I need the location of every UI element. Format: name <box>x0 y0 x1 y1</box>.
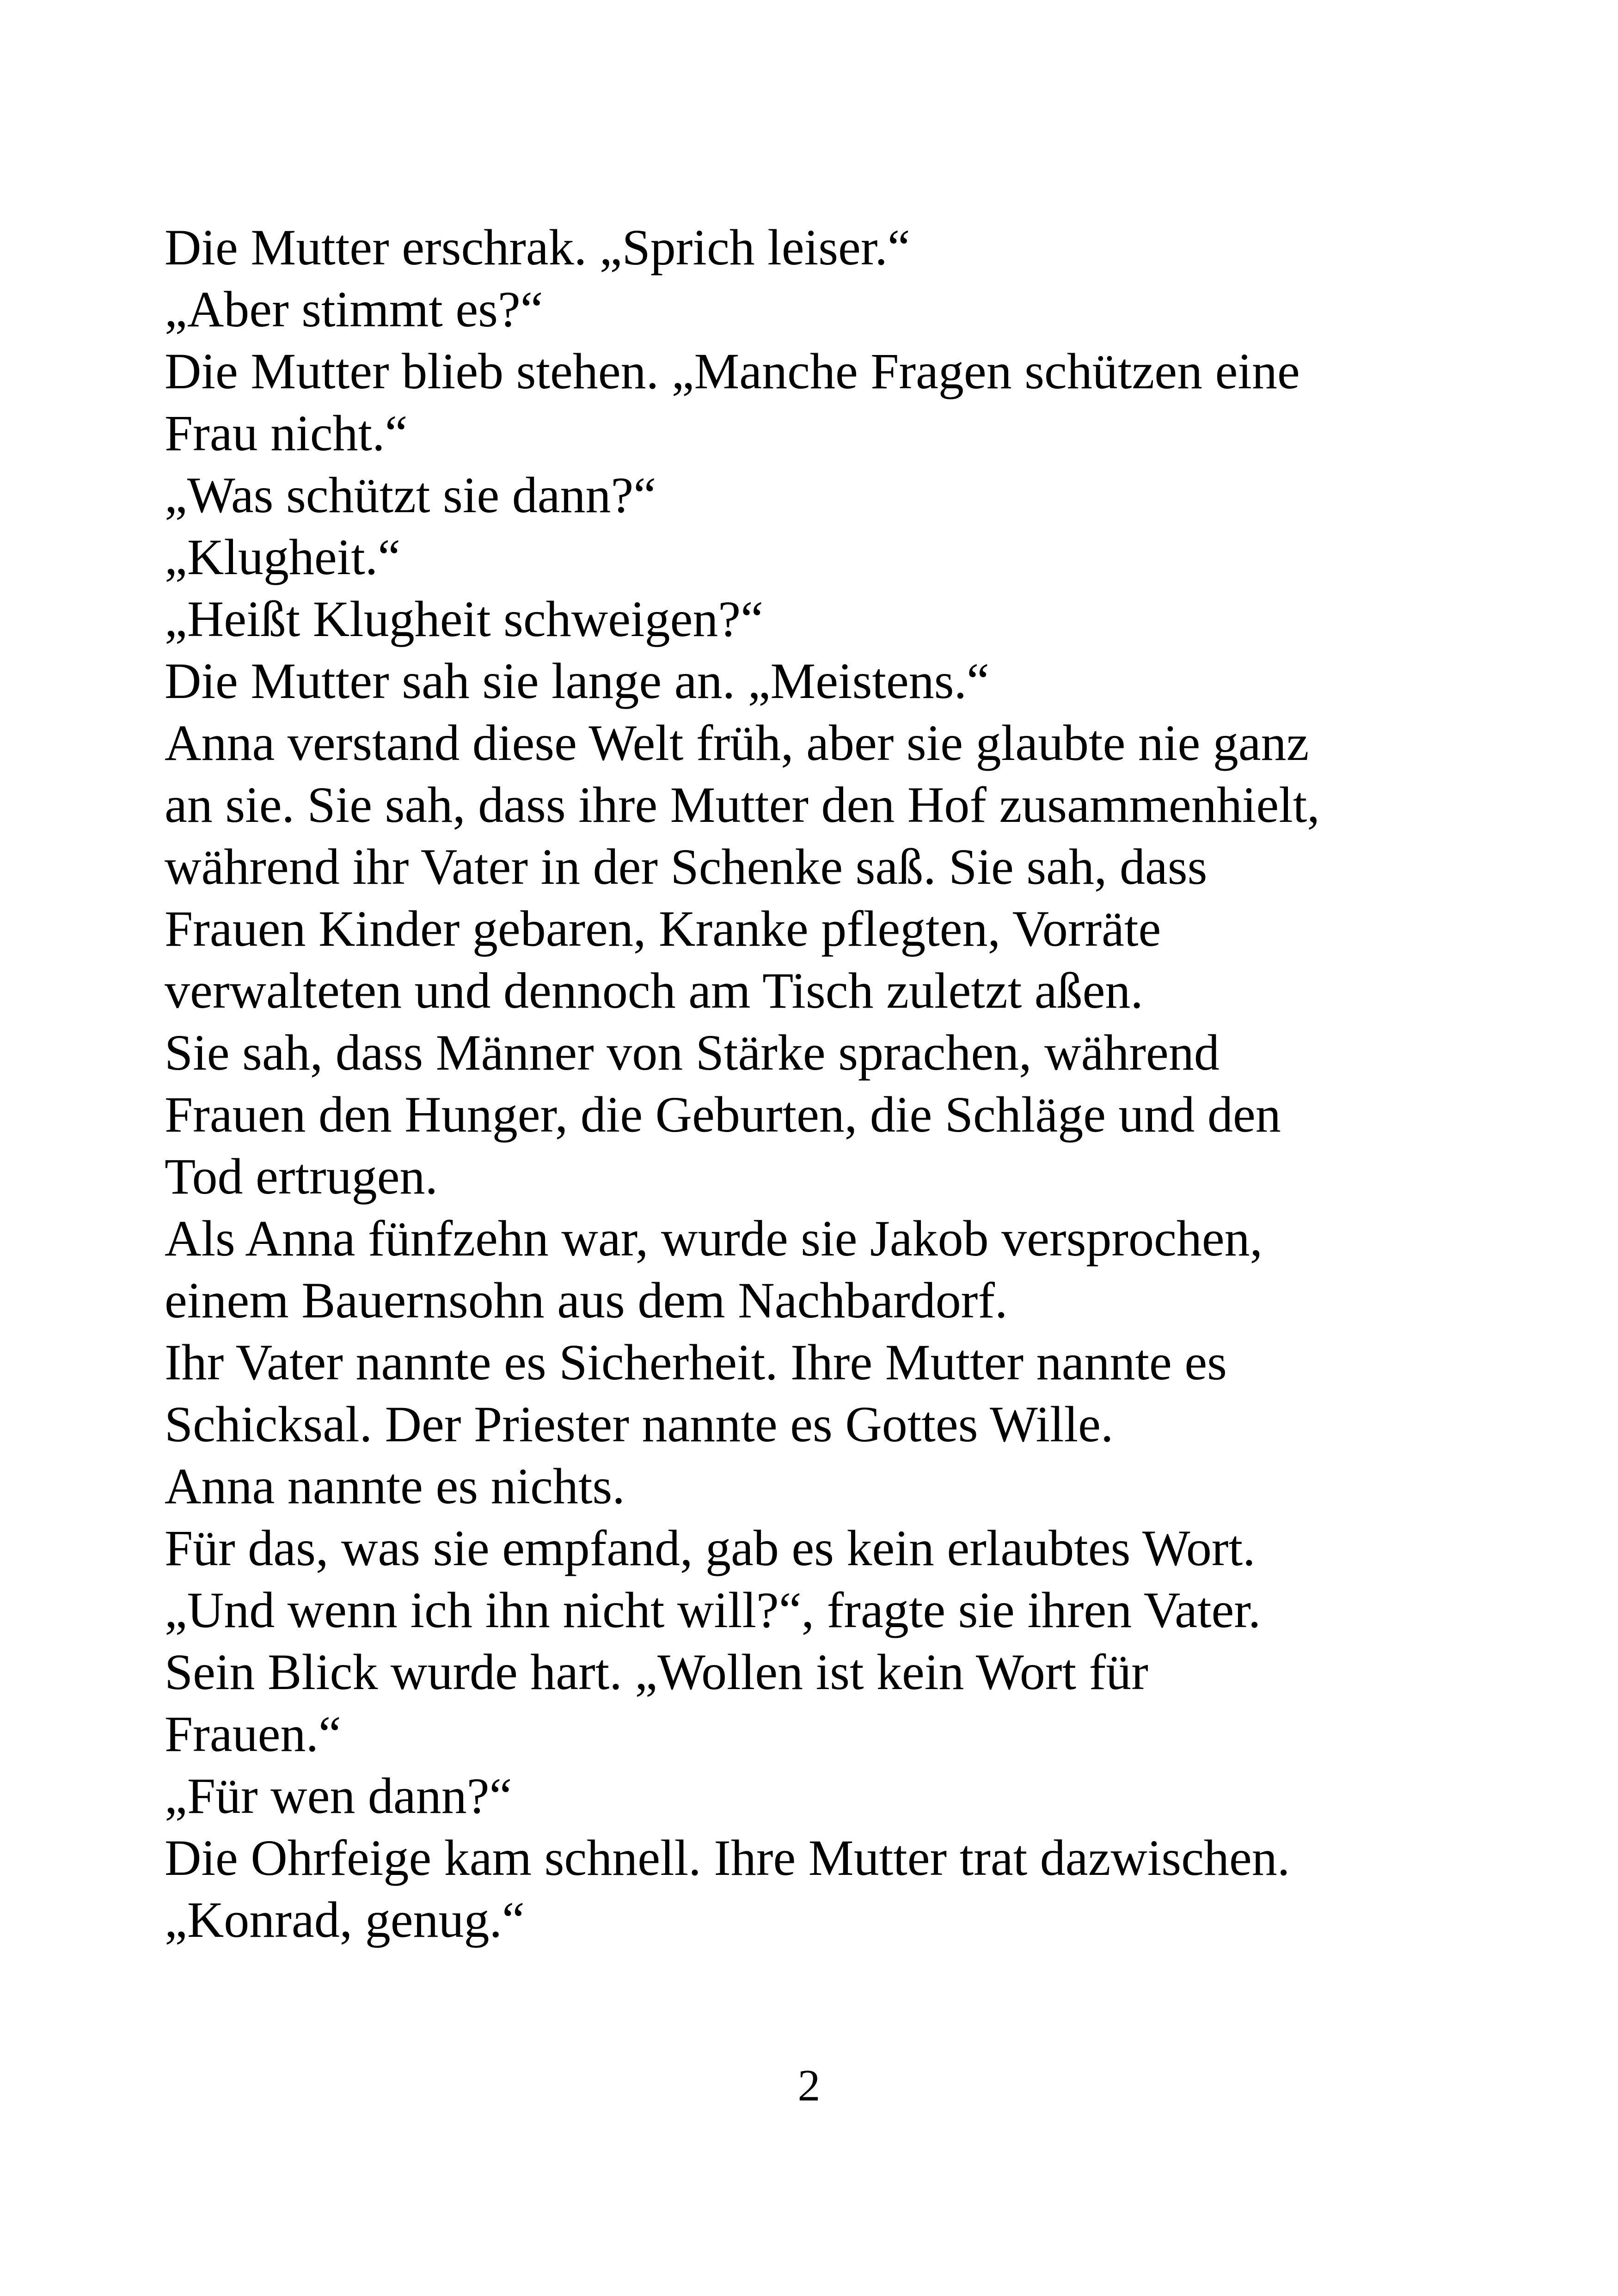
text-line: „Und wenn ich ihn nicht will?“, fragte sie ihren Vater. <box>165 1582 1261 1638</box>
text-line: Anna verstand diese Welt früh, aber sie glaubte nie ganz <box>165 715 1309 771</box>
text-line: Schicksal. Der Priester nannte es Gottes Wille. <box>165 1396 1114 1452</box>
text-line: Die Mutter blieb stehen. „Manche Fragen schützen eine <box>165 343 1300 399</box>
text-line: „Aber stimmt es?“ <box>165 281 543 337</box>
text-line: an sie. Sie sah, dass ihre Mutter den Hof zusammenhielt, <box>165 777 1320 833</box>
text-line: einem Bauernsohn aus dem Nachbardorf. <box>165 1272 1008 1329</box>
text-line: Die Ohrfeige kam schnell. Ihre Mutter trat dazwischen. <box>165 1830 1290 1886</box>
text-line: verwalteten und dennoch am Tisch zuletzt aßen. <box>165 962 1143 1019</box>
page-number: 2 <box>797 2061 821 2111</box>
text-line: Sein Blick wurde hart. „Wollen ist kein Wort für <box>165 1644 1148 1700</box>
text-line: „Was schützt sie dann?“ <box>165 467 656 523</box>
text-line: „Für wen dann?“ <box>165 1768 512 1824</box>
text-line: Die Mutter sah sie lange an. „Meistens.“ <box>165 653 989 709</box>
text-line: „Konrad, genug.“ <box>165 1892 525 1948</box>
text-line: „Heißt Klugheit schweigen?“ <box>165 591 764 647</box>
text-line: Frauen.“ <box>165 1706 341 1762</box>
text-line: Frauen den Hunger, die Geburten, die Schläge und den <box>165 1086 1281 1143</box>
text-line: Die Mutter erschrak. „Sprich leiser.“ <box>165 219 910 276</box>
text-line: Frau nicht.“ <box>165 405 408 461</box>
text-line: Anna nannte es nichts. <box>165 1458 625 1514</box>
text-line: während ihr Vater in der Schenke saß. Sie sah, dass <box>165 839 1207 895</box>
text-line: Frauen Kinder gebaren, Kranke pflegten, Vorräte <box>165 900 1161 957</box>
text-line: Als Anna fünfzehn war, wurde sie Jakob versprochen, <box>165 1210 1263 1267</box>
text-line: „Klugheit.“ <box>165 529 401 585</box>
text-line: Tod ertrugen. <box>165 1148 438 1205</box>
text-line: Ihr Vater nannte es Sicherheit. Ihre Mutter nannte es <box>165 1334 1227 1390</box>
text-line: Für das, was sie empfand, gab es kein erlaubtes Wort. <box>165 1520 1256 1576</box>
text-line: Sie sah, dass Männer von Stärke sprachen, während <box>165 1024 1220 1081</box>
body-text <box>165 216 1459 1951</box>
